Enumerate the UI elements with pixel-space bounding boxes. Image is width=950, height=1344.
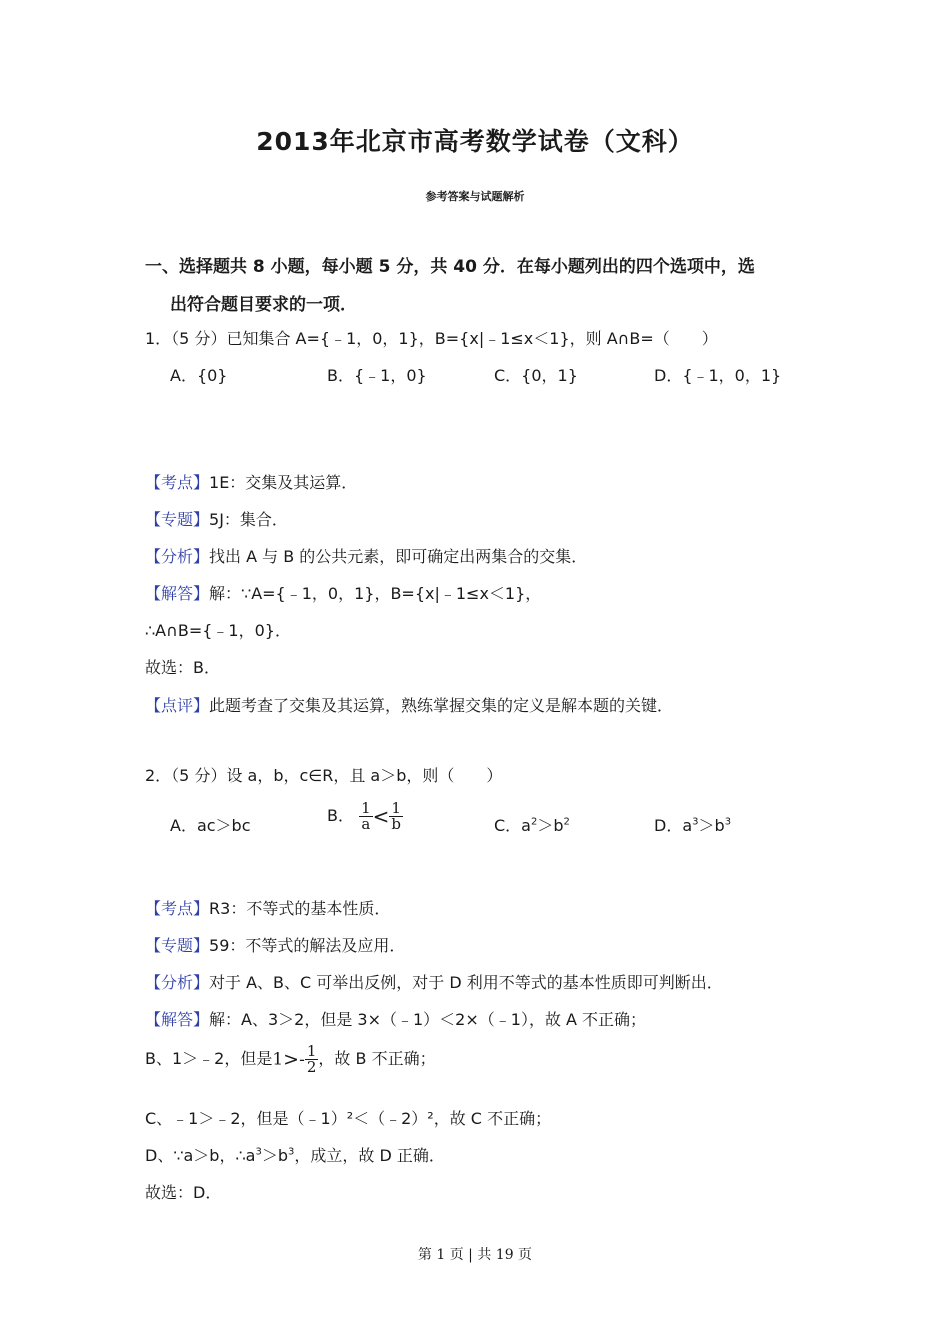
q2-option-c-sup-2: 2 (563, 816, 570, 828)
q2-option-b-fraction-2 (389, 801, 403, 832)
q2-option-b-num-1: 1 (361, 799, 371, 817)
q2-line-d-mid: ＞b (261, 1146, 288, 1165)
q2-line-b-gt: > (283, 1048, 300, 1071)
q1-fenxi-text: 找出 A 与 B 的公共元素，即可确定出两集合的交集． (209, 547, 588, 566)
q2-jieda-tag: 【解答】 (145, 1010, 210, 1029)
q2-line-d-sup-1: 3 (255, 1146, 262, 1158)
q2-line-b-neg: - (299, 1050, 305, 1069)
q1-dianping (145, 693, 673, 716)
q2-option-b-lt: < (372, 804, 390, 829)
q2-option-d-sup-2: 3 (724, 816, 732, 828)
q2-option-d (654, 813, 731, 836)
q2-option-c-mid: ＞b (537, 816, 564, 835)
q2-option-b-prefix: B． (327, 806, 354, 825)
q2-option-c (494, 813, 570, 836)
q2-stem: 2．（5 分）设 a，b，c∈R，且 a＞b，则（ ） (145, 766, 503, 785)
q2-line-b-prefix: B、1＞﹣2，但是 (145, 1049, 273, 1068)
section-heading-line2: 出符合题目要求的一项． (170, 295, 357, 315)
q2-kaodian (145, 896, 390, 919)
q2-solution-line-d (145, 1143, 445, 1166)
q2-zhuanti (145, 933, 405, 956)
q2-line-d-post: ，成立，故 D 正确． (294, 1146, 445, 1165)
q1-option-c: C．{0，1} (494, 366, 578, 385)
q1-dianping-tag: 【点评】 (145, 696, 210, 715)
q2-option-d-prefix: D．a (654, 816, 693, 835)
q2-option-b-den-2: b (391, 815, 401, 833)
q1-zhuanti-tag: 【专题】 (145, 510, 210, 529)
q2-option-d-sup-1: 3 (692, 816, 699, 828)
q2-line-b-den: 2 (306, 1058, 317, 1076)
q1-option-b: B．{﹣1，0} (327, 366, 427, 385)
q1-zhuanti-text: 5J：集合． (209, 510, 288, 529)
q2-option-b (327, 801, 403, 832)
q2-solution-line-b (145, 1044, 436, 1075)
q2-option-b-fraction-1 (359, 801, 373, 832)
q2-line-b-num: 1 (306, 1042, 317, 1060)
q2-option-b-den-1: a (361, 815, 371, 833)
page-footer: 第 1 页 | 共 19 页 (417, 1247, 533, 1263)
q1-jieda (145, 581, 541, 604)
q2-jieda-text: 解：A、3＞2，但是 3×（﹣1）＜2×（﹣1），故 A 不正确； (209, 1010, 647, 1029)
q2-line-b-post: ，故 B 不正确； (318, 1049, 436, 1068)
q2-line-b-one: 1 (272, 1049, 284, 1070)
q2-answer: 故选：D． (145, 1183, 222, 1202)
q1-answer: 故选：B． (145, 658, 220, 677)
q1-solution-line2: ∴A∩B={﹣1，0}． (145, 621, 291, 640)
q1-jieda-tag: 【解答】 (145, 584, 210, 603)
q1-dianping-text: 此题考查了交集及其运算，熟练掌握交集的定义是解本题的关键． (209, 696, 674, 715)
q2-zhuanti-text: 59：不等式的解法及应用． (209, 936, 406, 955)
q2-jieda (145, 1007, 646, 1030)
q2-line-d-sup-2: 3 (288, 1146, 295, 1158)
q2-kaodian-text: R3：不等式的基本性质． (209, 899, 391, 918)
q1-fenxi-tag: 【分析】 (145, 547, 210, 566)
q1-fenxi (145, 544, 587, 567)
q2-fenxi (145, 970, 723, 993)
q2-option-d-mid: ＞b (698, 816, 725, 835)
q1-option-d: D．{﹣1，0，1} (654, 366, 782, 385)
q1-kaodian-tag: 【考点】 (145, 473, 210, 492)
q1-stem: 1．（5 分）已知集合 A={﹣1，0，1}，B={x|﹣1≤x＜1}，则 A∩B=（ ） (145, 329, 718, 348)
page-title: 2013年北京市高考数学试卷（文科） (256, 127, 694, 156)
q2-option-b-num-2: 1 (389, 801, 403, 817)
q1-kaodian (145, 470, 357, 493)
q2-line-b-fraction (305, 1044, 319, 1075)
q2-kaodian-tag: 【考点】 (145, 899, 210, 918)
q2-solution-line-c: C、﹣1＞﹣2，但是（﹣1）²＜（﹣2）²，故 C 不正确； (145, 1109, 552, 1128)
q2-fenxi-tag: 【分析】 (145, 973, 210, 992)
q1-zhuanti (145, 507, 288, 530)
page-subtitle: 参考答案与试题解析 (425, 190, 525, 203)
q1-jieda-text: 解：∵A={﹣1，0，1}，B={x|﹣1≤x＜1}， (209, 584, 542, 603)
q1-kaodian-text: 1E：交集及其运算． (209, 473, 358, 492)
q2-zhuanti-tag: 【专题】 (145, 936, 210, 955)
q2-option-a: A．ac＞bc (170, 816, 251, 835)
q2-option-c-prefix: C．a (494, 816, 531, 835)
section-heading-line1: 一、选择题共 8 小题，每小题 5 分，共 40 分．在每小题列出的四个选项中，选 (145, 257, 755, 277)
q1-option-a: A．{0} (170, 366, 228, 385)
q2-line-d-prefix: D、∵a＞b，∴a (145, 1146, 256, 1165)
q2-fenxi-text: 对于 A、B、C 可举出反例，对于 D 利用不等式的基本性质即可判断出． (209, 973, 723, 992)
q2-option-c-sup-1: 2 (530, 816, 538, 828)
